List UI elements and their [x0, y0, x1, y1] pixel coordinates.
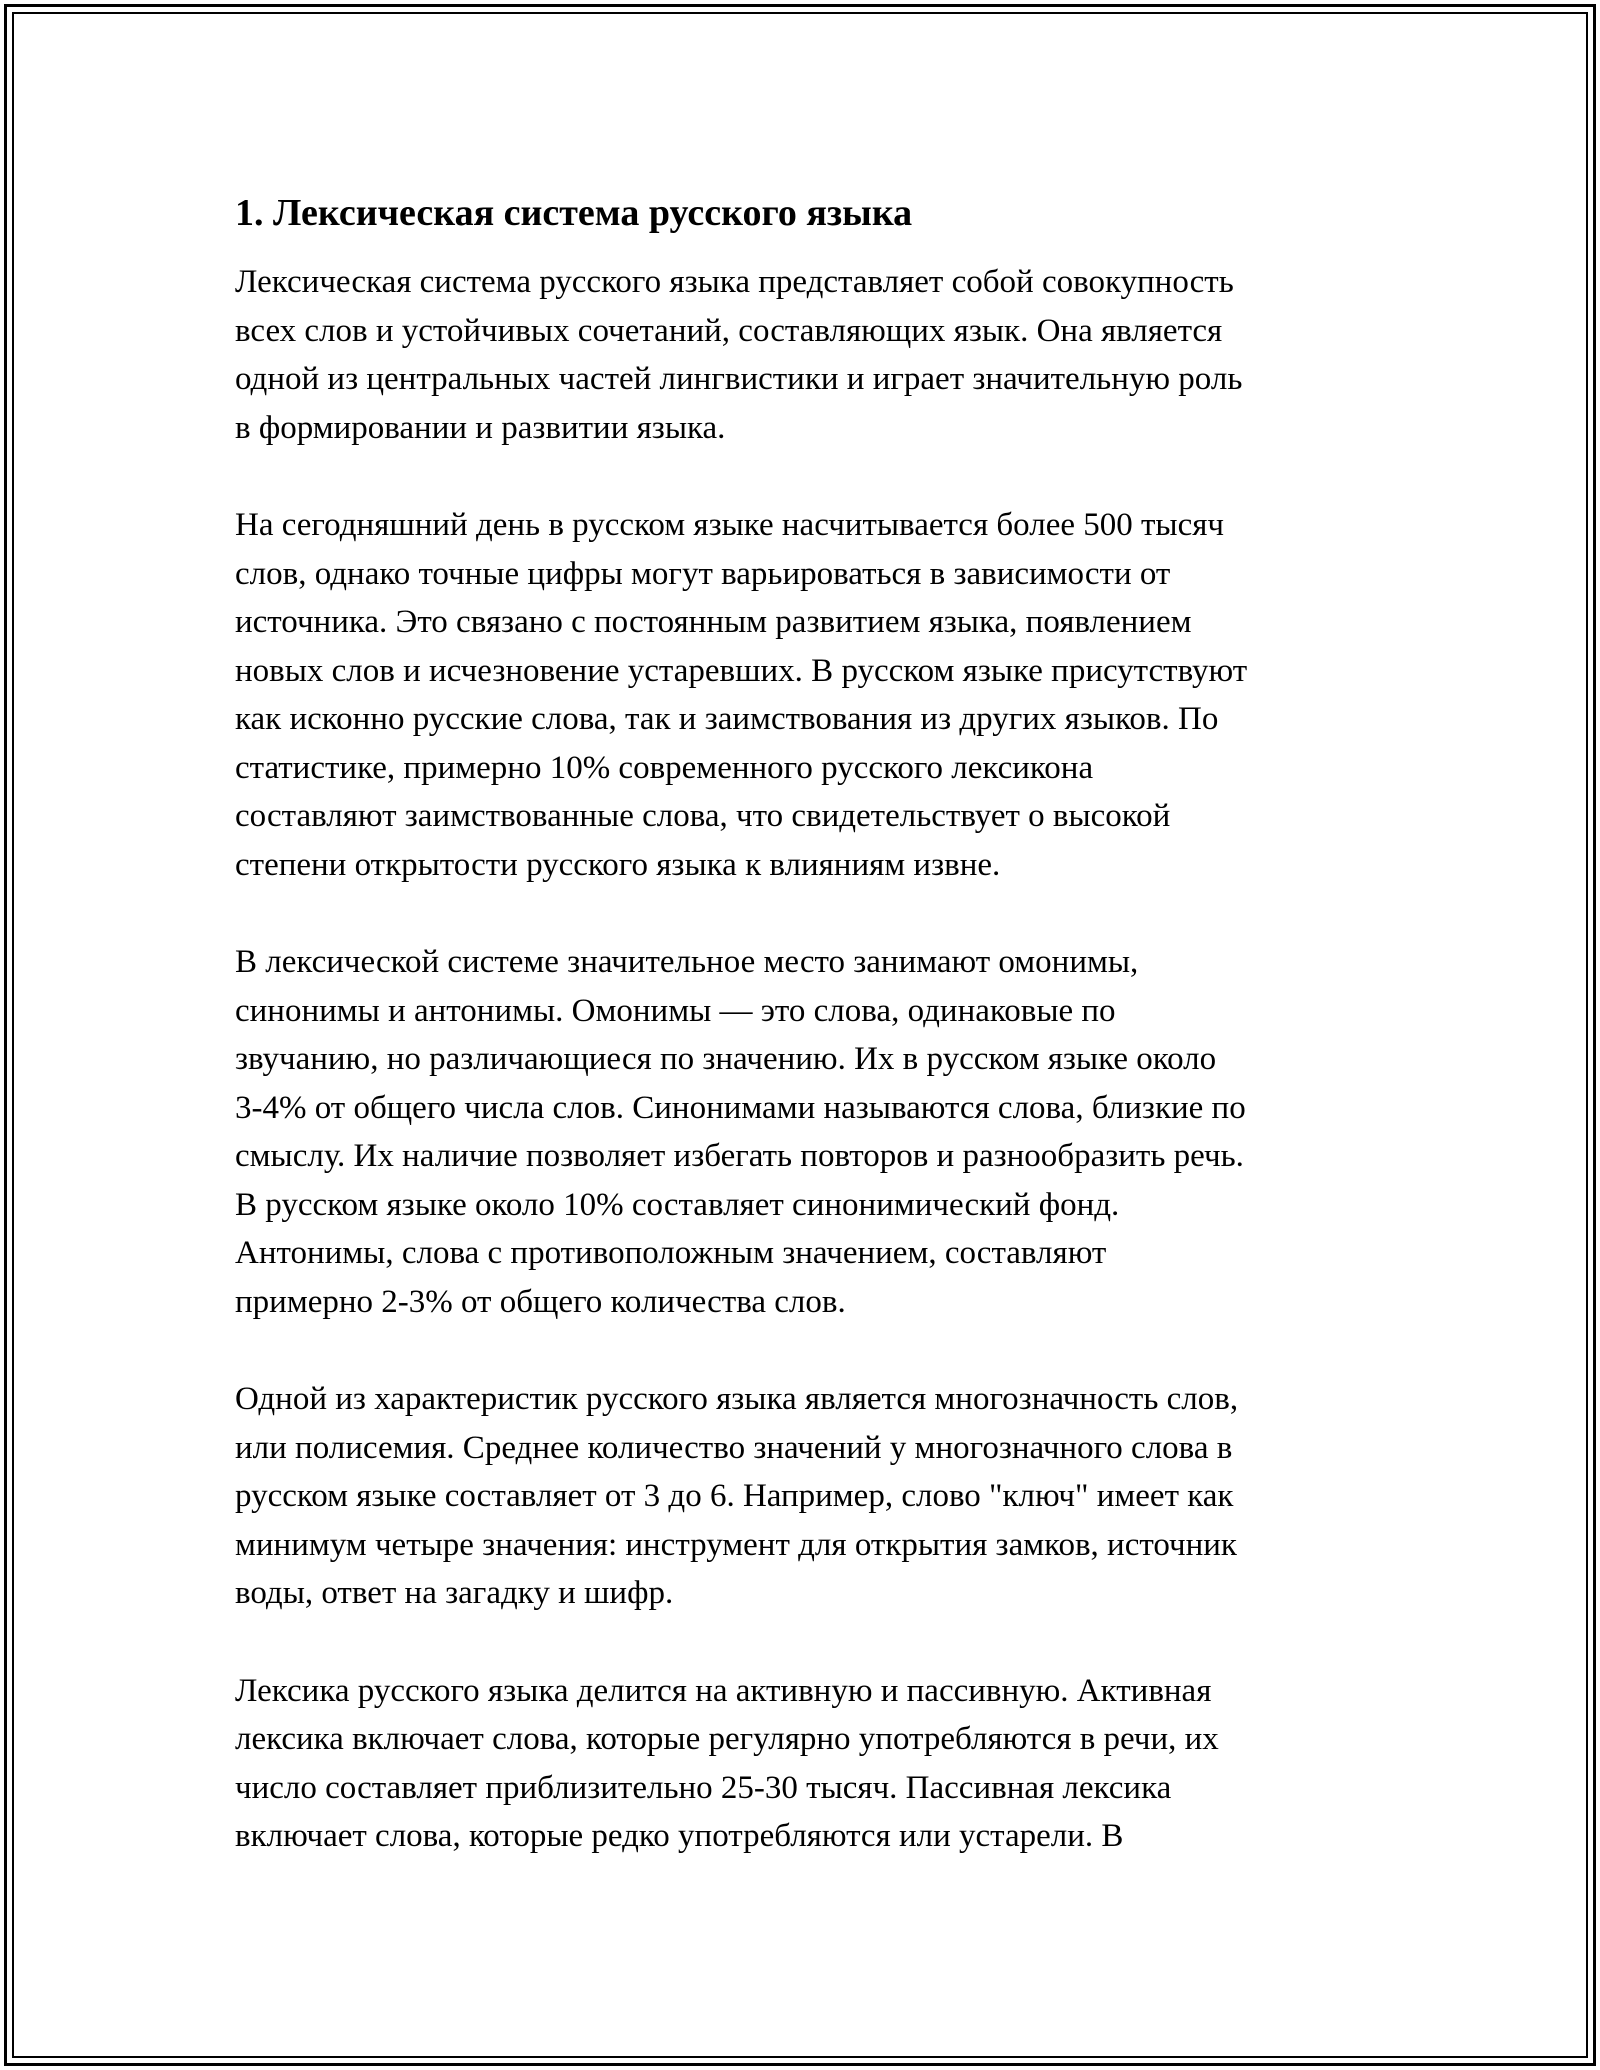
text-line: минимум четыре значения: инструмент для открытия замков, источник [235, 1526, 1237, 1563]
paragraph-1 [235, 258, 1385, 452]
text-line: Антонимы, слова с противоположным значением, составляют [235, 1235, 1107, 1271]
section-heading: 1. Лексическая система русского языка [235, 192, 913, 234]
text-line: источника. Это связано с постоянным развитием языка, появлением [235, 604, 1192, 640]
paragraph-5 [235, 1667, 1385, 1861]
text-line: всех слов и устойчивых сочетаний, составляющих язык. Она является [235, 312, 1223, 349]
text-line: новых слов и исчезновение устаревших. В русском языке присутствуют [235, 652, 1248, 689]
text-line: В лексической системе значительное место занимают омонимы, [235, 944, 1139, 980]
text-line: русском языке составляет от 3 до 6. Например, слово "ключ" имеет как [235, 1478, 1234, 1514]
text-line: как исконно русские слова, так и заимствования из других языков. По [235, 701, 1219, 737]
text-line: в формировании и развитии языка. [235, 409, 726, 446]
text-line: воды, ответ на загадку и шифр. [235, 1575, 674, 1611]
text-line: одной из центральных частей лингвистики и играет значительную роль [235, 361, 1243, 397]
text-line: статистике, примерно 10% современного русского лексикона [235, 749, 1094, 786]
text-line: слов, однако точные цифры могут варьироваться в зависимости от [235, 555, 1171, 592]
text-line: Лексика русского языка делится на активную и пассивную. Активная [235, 1672, 1212, 1709]
paragraph-3 [235, 938, 1385, 1326]
text-line: синонимы и антонимы. Омонимы — это слова, одинаковые по [235, 992, 1116, 1029]
paragraph-4 [235, 1375, 1385, 1618]
text-line: 3-4% от общего числа слов. Синонимами называются слова, близкие по [235, 1089, 1246, 1126]
text-line: число составляет приблизительно 25-30 тысяч. Пассивная лексика [235, 1769, 1172, 1806]
text-line: В русском языке около 10% составляет синонимический фонд. [235, 1186, 1120, 1223]
text-line: степени открытости русского языка к влияниям извне. [235, 846, 1001, 883]
document-body [235, 188, 1385, 1910]
text-line: звучанию, но различающиеся по значению. Их в русском языке около [235, 1041, 1217, 1077]
text-line: включает слова, которые редко употребляются или устарели. В [235, 1818, 1124, 1854]
text-line: Лексическая система русского языка представляет собой совокупность [235, 264, 1234, 300]
text-line: смыслу. Их наличие позволяет избегать повторов и разнообразить речь. [235, 1138, 1244, 1174]
text-line: На сегодняшний день в русском языке насчитывается более 500 тысяч [235, 507, 1225, 543]
text-line: Одной из характеристик русского языка является многозначность слов, [235, 1381, 1239, 1417]
text-line: лексика включает слова, которые регулярно употребляются в речи, их [235, 1721, 1219, 1757]
text-line: примерно 2-3% от общего количества слов. [235, 1283, 846, 1320]
paragraph-2 [235, 501, 1385, 889]
text-line: или полисемия. Среднее количество значений у многозначного слова в [235, 1429, 1233, 1466]
text-line: составляют заимствованные слова, что свидетельствует о высокой [235, 798, 1171, 834]
